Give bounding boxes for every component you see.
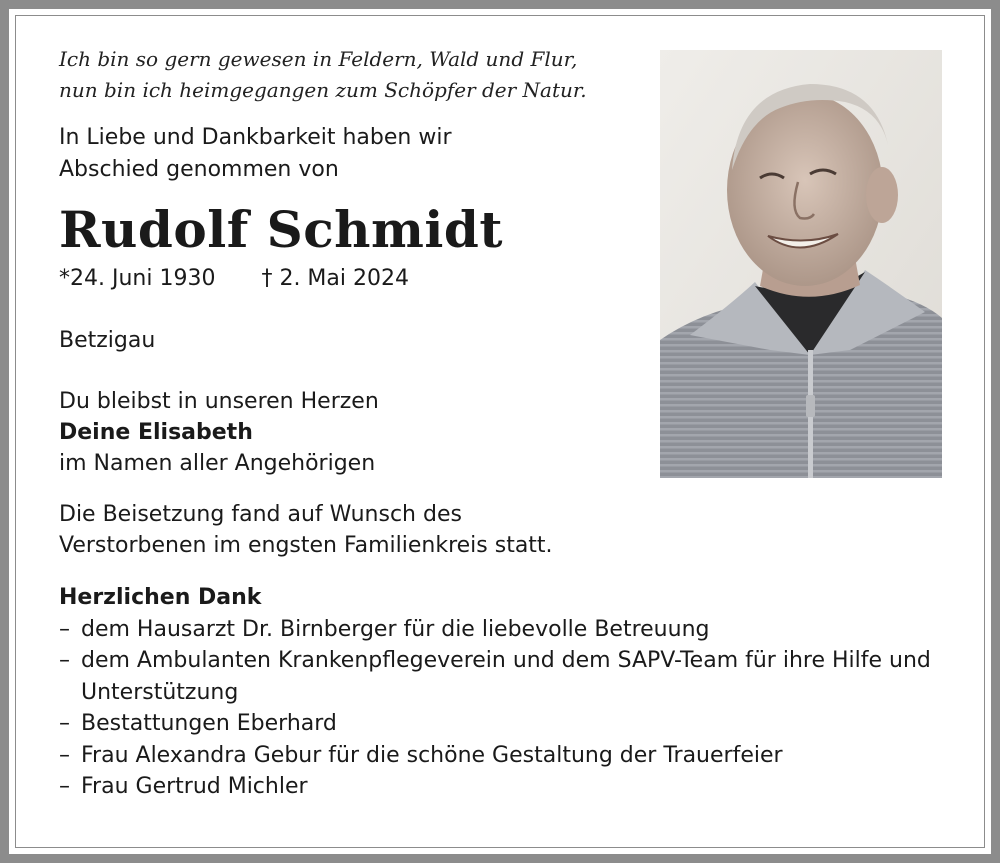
thanks-heading: Herzlichen Dank (59, 585, 262, 610)
burial-line-2: Verstorbenen im engsten Familienkreis statt. (59, 533, 553, 558)
portrait-photo (660, 50, 942, 478)
list-item (59, 708, 939, 740)
hometown: Betzigau (59, 328, 156, 353)
dash-bullet: – (59, 616, 70, 642)
birth-date: *24. Juni 1930 (59, 266, 216, 291)
thanks-item-text: dem Hausarzt Dr. Birnberger für die liebevolle Betreuung (81, 616, 710, 642)
verse-line-2: nun bin ich heimgegangen zum Schöpfer der Natur. (59, 78, 587, 102)
death-date: † 2. Mai 2024 (261, 266, 409, 291)
deceased-name: Rudolf Schmidt (59, 200, 503, 259)
thanks-item-text: Bestattungen Eberhard (81, 711, 337, 736)
list-item (59, 645, 939, 708)
dash-bullet: – (59, 648, 70, 673)
thanks-item-text: Frau Alexandra Gebur für die schöne Gestaltung der Trauerfeier (81, 742, 783, 768)
burial-line-1: Die Beisetzung fand auf Wunsch des (59, 502, 462, 527)
thanks-list (59, 614, 939, 803)
list-item (59, 740, 939, 772)
dash-bullet: – (59, 742, 70, 768)
list-item (59, 771, 939, 803)
thanks-section (59, 582, 939, 803)
farewell-signer: Deine Elisabeth (59, 420, 253, 445)
thanks-item-text: Frau Gertrud Michler (81, 774, 308, 799)
burial-notice (59, 499, 939, 561)
dash-bullet: – (59, 774, 70, 799)
intro-line-1: In Liebe und Dankbarkeit haben wir (59, 125, 452, 150)
portrait-illustration (660, 50, 942, 478)
thanks-item-text: dem Ambulanten Krankenpflegeverein und dem SAPV-Team für ihre Hilfe und Unterstützung (81, 648, 931, 705)
intro-line-2: Abschied genommen von (59, 157, 339, 182)
dash-bullet: – (59, 711, 70, 736)
verse-line-1: Ich bin so gern gewesen in Feldern, Wald und Flur, (59, 47, 578, 71)
farewell-line-3: im Namen aller Angehörigen (59, 451, 376, 476)
farewell-line-1: Du bleibst in unseren Herzen (59, 389, 379, 414)
list-item (59, 614, 939, 646)
